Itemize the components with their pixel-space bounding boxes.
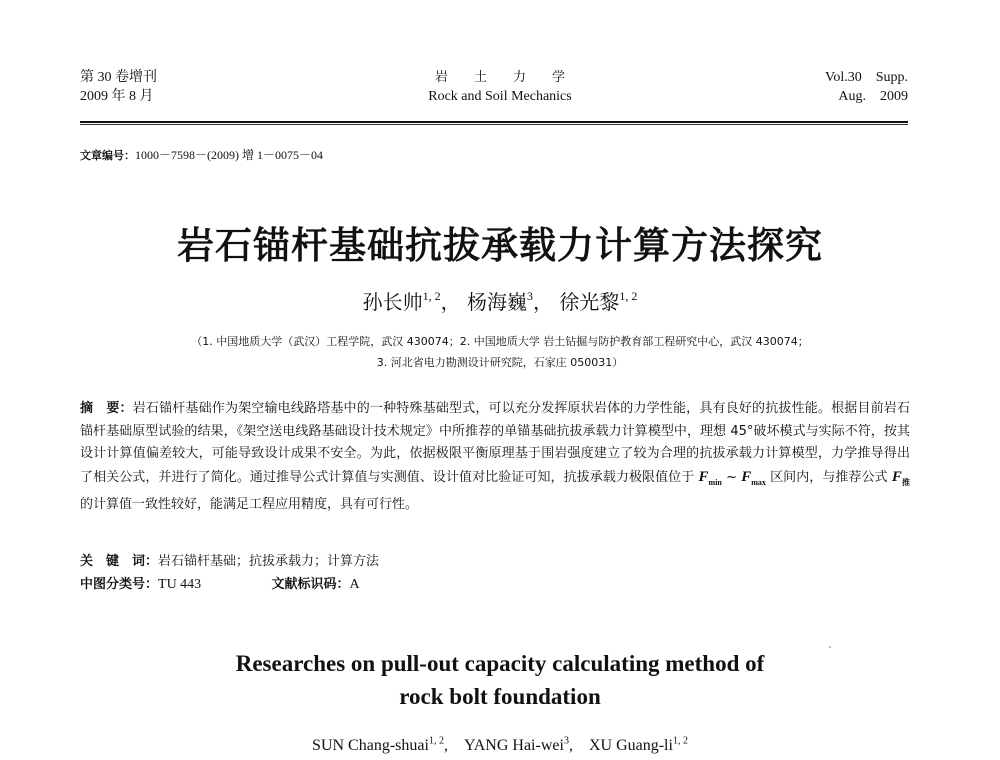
keywords [80, 550, 379, 569]
article-number-label: 文章编号： [80, 149, 135, 162]
article-number [80, 146, 323, 163]
author-en-1-affil: 1, 2 [428, 735, 444, 747]
affiliation-line-1: （1. 中国地质大学（武汉）工程学院，武汉 430074；2. 中国地质大学 岩土钻掘与防护教育部工程研究中心，武汉 430074； [191, 335, 809, 348]
authors-en [0, 732, 1000, 755]
author-cn-3: 徐光黎 [559, 290, 620, 314]
title-en [0, 647, 1000, 713]
author-separator: , [443, 737, 464, 754]
header-date-cn: 2009 年 8 月 [80, 89, 154, 104]
author-cn-2: 杨海巍 [467, 290, 527, 314]
doc-code-value: A [349, 577, 360, 592]
header-date-en: Aug. 2009 [838, 89, 908, 104]
abstract-label: 摘 要： [80, 401, 133, 416]
author-cn-1: 孙长帅 [362, 290, 423, 314]
header-rule-thin [80, 124, 908, 125]
author-cn-2-affil: 3 [527, 289, 533, 303]
author-en-1: SUN Chang-shuai [312, 737, 429, 754]
formula-f-min: $F_{min}$ [698, 468, 722, 487]
abstract-text-3: 的计算值一致性较好，能满足工程应用精度，具有可行性。 [80, 497, 419, 512]
keywords-label: 关 键 词： [80, 554, 159, 569]
author-en-3-affil: 1, 2 [672, 735, 688, 747]
tilde: ~ [721, 469, 742, 485]
author-en-2-affil: 3 [563, 735, 569, 747]
header-volume-cn: 第 30 卷增刊 [80, 70, 157, 85]
doc-code-label: 文献标识码： [271, 577, 350, 592]
keywords-value: 岩石锚杆基础；抗拔承载力；计算方法 [158, 554, 380, 569]
formula-f-max: $F_{max}$ [741, 468, 766, 487]
author-separator: , [568, 737, 589, 754]
author-separator: ， [533, 290, 553, 314]
author-en-2: YANG Hai-wei [463, 737, 564, 754]
abstract-text-2: 区间内，与推荐公式 [765, 469, 892, 485]
affiliation-line-2: 3. 河北省电力勘测设计研究院，石家庄 050031） [376, 356, 624, 369]
clc-label: 中图分类号： [80, 577, 159, 592]
authors-cn [0, 286, 1000, 315]
header-volume-en: Vol.30 Supp. [825, 70, 908, 85]
header-right [825, 68, 908, 106]
author-cn-3-affil: 1, 2 [619, 289, 638, 303]
article-number-value: 1000－7598－(2009) 增 1－0075－04 [135, 148, 323, 162]
formula-f-recommended: $F_推$ [891, 468, 911, 487]
author-separator: ， [440, 290, 461, 314]
clc-value: TU 443 [158, 577, 202, 592]
title-en-line-2: rock bolt foundation [399, 684, 601, 709]
journal-name-cn: 岩 土 力 学 [434, 70, 565, 85]
author-en-3: XU Guang-li [588, 737, 673, 754]
title-en-line-1: Researches on pull-out capacity calculating method of [235, 651, 765, 676]
header-rule [80, 121, 908, 123]
abstract [80, 398, 910, 517]
journal-name-en: Rock and Soil Mechanics [428, 89, 572, 104]
abstract-text-1: 岩石锚杆基础作为架空输电线路塔基中的一种特殊基础型式，可以充分发挥原状岩体的力学性能，具有良好的抗拔性能。根据目前岩石锚杆基础原型试验的结果，《架空送电线路基础设计技术规定》中所推荐的单锚基础抗拔承载力计算模型中，理想 45°破坏模式与实际不符，按其设计计算值偏差较大，可能导致设计成果不安全。为此，依据极限平衡原理基于围岩强度建立了较为合理的抗拔承载力计算模型，力学推导得出了相关公式，并进行了简化。通过推导公式计算值与实测值、设计值对比验证可知，抗拔承载力极限值位于 [80, 401, 910, 485]
author-cn-1-affil: 1, 2 [422, 289, 441, 303]
title-cn: 岩石锚杆基础抗拔承载力计算方法探究 [177, 224, 823, 267]
classification [80, 573, 910, 593]
